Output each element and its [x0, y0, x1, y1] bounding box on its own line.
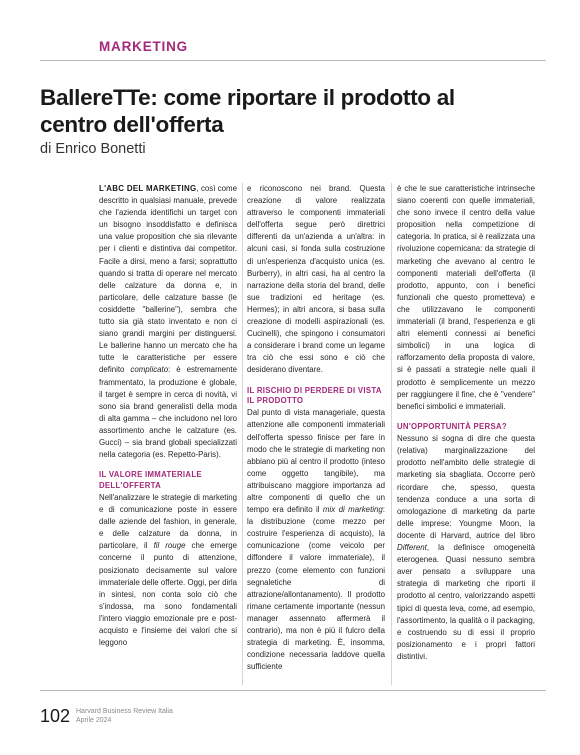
- issue-date: Aprile 2024: [76, 717, 112, 724]
- paragraph-text: Nell'analizzare le strategie di marketing e di comunicazione poste in essere dalle aziende del fashion, in generale, e delle calzature da donna, in particolare, il: [99, 492, 237, 551]
- paragraph-text: , così come descritto in qualsiasi manuale, prevede che l'azienda identifichi un target con un bisogno insoddisfatto e definisca una value proposition che sia rilevante per i clienti e distintiva dai competitor. Facile a dirsi, meno a farsi; soprattutto quando si tratta di operare nel mercato delle calzature da donna e, in particolare, delle calzature basse (le cosiddette "ballerine"), sembra che tutto sia già stato inventato e non ci siano grandi margini per distinguersi. Le ballerine hanno un mercato che ha tutte le caratteristiche per essere definito: [99, 184, 238, 375]
- paragraph-text: : è estremamente frammentato, la produzione è globale, il target è sempre in cerca di novità, vi sono sia brand generalisti della moda di alta gamma – che includono nel loro assortimento anche le calzature (es. Gucci) – sia brand globali specializzati nella categoria (es. Repetto-Paris).: [99, 365, 237, 460]
- emphasis: Different: [397, 543, 427, 553]
- emphasis: fil rouge: [153, 541, 186, 551]
- paragraph-text: : la distribuzione (come mezzo per costruire l'esperienza di acquisto), la comunicazione (come veicolo per diffondere il valore immateriale), il prezzo (come elemento con funzioni segnaletiche di attrazione/allontanamento). Il prodotto rimane certamente importante (nessun manager assennato affermerà il contrario), ma non è più il fulcro della strategia di marketing. È, insomma, condizione necessaria laddove quella sufficiente: [247, 505, 385, 672]
- article-body: [99, 183, 547, 685]
- paragraph: è che le sue caratteristiche intrinseche siano coerenti con quelle immateriali, che sono invece il centro della value proposition nella competizione di categoria. In pratica, si è realizzata una rivoluzione copernicana: da strategie di marketing che avevano al centro le componenti materiali dell'offerta (il prodotto, appunto, con i benefici funzionali che questo prometteva) e che utilizzavano le componenti immateriali (il brand, l'esperienza e gli altri elementi connessi ai benefici simbolici) in una logica di rafforzamento della proposta di valore, si è passati a strategie nelle quali il prodotto è semplicemente un mezzo per raggiungere il fine, che è "vendere" benefici simbolici e immateriali.: [397, 184, 535, 411]
- column-divider: [242, 183, 243, 685]
- subheading: IL RISCHIO DI PERDERE DI VISTA IL PRODOTTO: [247, 385, 382, 405]
- paragraph-text: Nessuno si sogna di dire che questa (relativa) marginalizzazione del prodotto nell'ambito delle strategie di marketing sia sbagliata. Occorre però ricordare che, spesso, questa tendenza conduce a una sorta di omologazione di marketing da parte delle imprese: Youngme Moon, la docente di Harvard, autrice del libro: [397, 434, 535, 540]
- column-3: [397, 183, 535, 685]
- paragraph-text: che emerge concerne il punto di attenzione, posizionato decisamente sul valore immateriale delle offerte. Oggi, per dirla in sintesi, non conta solo ciò che s'indossa, ma sono fondamentali l'intero viaggio emozionale pre e post-acquisto e l'insieme dei valori che si leggono: [99, 541, 238, 648]
- footer-publication: [76, 707, 173, 725]
- column-2: [247, 183, 385, 685]
- article-title: BallereTTe: come riportare il prodotto al centro dell'offerta: [40, 85, 455, 137]
- subheading: UN'OPPORTUNITÀ PERSA?: [397, 421, 507, 431]
- section-label: MARKETING: [99, 39, 188, 54]
- paragraph: [99, 183, 237, 461]
- page-number: 102: [40, 706, 71, 726]
- emphasis: complicato: [130, 365, 169, 375]
- bottom-divider: [40, 690, 546, 691]
- lead-in: L'ABC DEL MARKETING: [99, 184, 197, 193]
- paragraph-text: Dal punto di vista manageriale, questa attenzione alle componenti immateriali dell'offerta spesso finisce per fare in modo che le strategie di marketing non abbiano più al centro il prodotto (inteso come oggetto tangibile), ma attribuiscano maggiore importanza ad altre componenti di quello che un tempo era definito il: [247, 408, 385, 515]
- paragraph-text: , la definisce omogeneità eterogenea. Quasi nessuno sembra aver pensato a sviluppare una strategia di marketing che riporti il prodotto al centro, valorizzando aspetti tipici di questa leva, come, ad esempio, l'assortimento, la qualità o il packaging, e costruendo su di essi il proprio posizionamento e i propri fattori distintivi.: [397, 543, 535, 661]
- paragraph: [99, 492, 237, 649]
- paragraph: e riconoscono nei brand. Questa creazione di valore realizzata attraverso le componenti immateriali dell'offerta segue però direttrici differenti da un'azienda a un'altra: in alcuni casi, si fonda sulla costruzione di un'esperienza d'acquisto unica (es. Burberry), in altri casi, ha al centro la narrazione della storia del brand, delle sue tradizioni ed heritage (es. Hermes); in altri ancora, si basa sulla creazione di modelli aspirazionali (es. Cucinelli), che spingono i consumatori a considerare i brand come un legame tra ciò che essi sono e ciò che desiderano diventare.: [247, 184, 385, 375]
- article-byline: di Enrico Bonetti: [40, 141, 146, 157]
- emphasis: mix di marketing: [322, 505, 383, 515]
- top-divider: [40, 60, 546, 61]
- subheading: IL VALORE IMMATERIALE DELL'OFFERTA: [99, 470, 202, 490]
- publication-name: Harvard Business Review Italia: [76, 708, 173, 715]
- paragraph: [247, 407, 385, 673]
- column-1: [99, 183, 237, 685]
- paragraph: [397, 433, 535, 663]
- column-divider: [391, 183, 392, 685]
